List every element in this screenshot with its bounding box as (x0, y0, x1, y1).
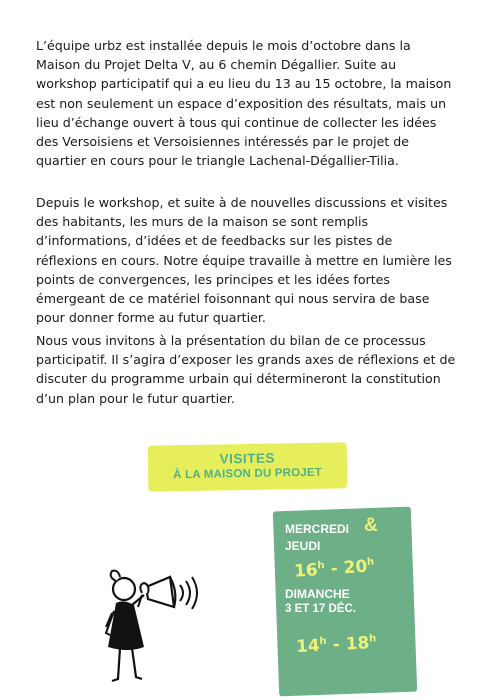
invitation-paragraph: Nous vous invitons à la présentation du bilan de ce processus participatif. Il s’agira d’exposer les grands axes de réflexions et de discuter du programme urbain qui détermineront la constitution d’un plan pour le futur quartier. (36, 333, 456, 406)
day2-label: DIMANCHE (285, 587, 350, 601)
day1-label-2: JEUDI (285, 539, 321, 553)
time-slot-2: 14$^h$ - 18$^h$ (295, 633, 377, 658)
visits-title: VISITES (219, 450, 276, 467)
schedule-card (273, 507, 417, 697)
day2-dates: 3 ET 17 DÉC. (285, 603, 356, 615)
time-slot-1: 16$^h$ - 20$^h$ (293, 556, 375, 582)
ampersand: & (364, 515, 378, 536)
megaphone-person-illustration (94, 555, 204, 695)
visits-subtitle: À LA MAISON DU PROJET (173, 466, 323, 482)
workshop-paragraph: Depuis le workshop, et suite à de nouvelles discussions et visites des habitants, les murs de la maison se sont remplis d’informations, d’idées et de feedbacks sur les pistes de réflexions en cours. Notre équipe travaille à mettre en lumière les points de convergences, les principes et les idées fortes émergeant de ce matériel foisonnant qui nous servira de base pour donner forme au futur quartier. (36, 195, 452, 326)
intro-paragraph: L’équipe urbz est installée depuis le mois d’octobre dans la Maison du Projet Delta V, au 6 chemin Dégallier. Suite au workshop participatif qui a eu lieu du 13 au 15 octobre, la maison est non seulement un espace d’exposition des résultats, mais un lieu d’échange ouvert à tous qui continue de collecter les idées des Versoisiens et Versoisiennes intéressés par le projet de quartier en cours pour le triangle Lachenal-Dégallier-Tilia. (36, 38, 452, 169)
visits-banner (148, 442, 348, 491)
day1-label: MERCREDI (285, 522, 350, 536)
